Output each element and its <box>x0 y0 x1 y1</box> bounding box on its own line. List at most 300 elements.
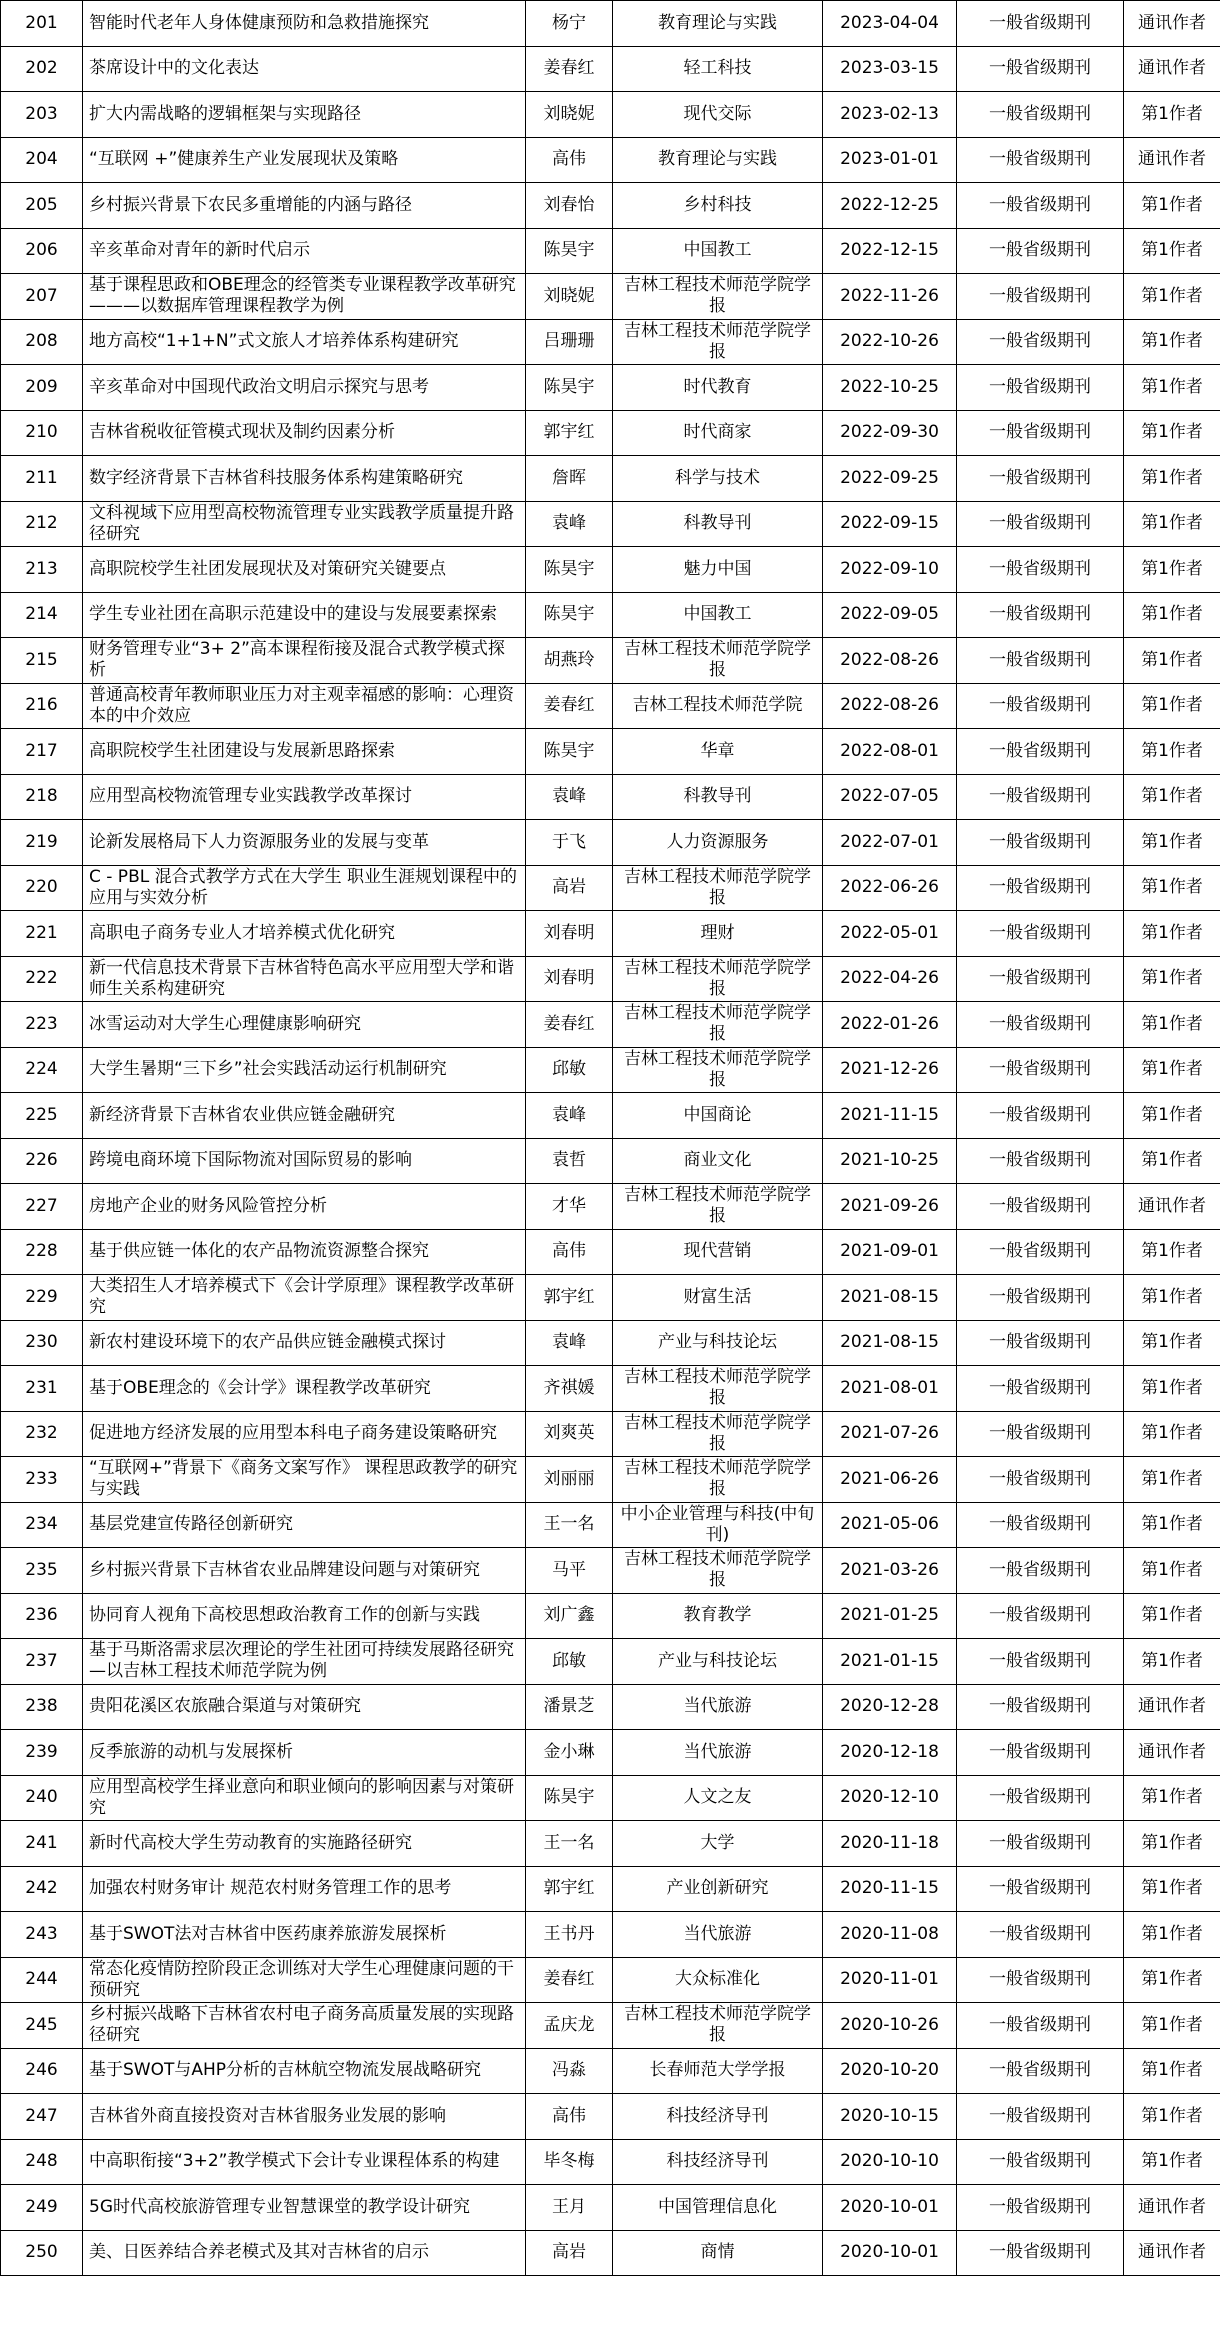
row-number: 237 <box>1 1639 83 1685</box>
journal-name: 人力资源服务 <box>613 820 823 866</box>
author-name: 于飞 <box>526 820 613 866</box>
author-name: 郭宇红 <box>526 1866 613 1912</box>
publish-date: 2022-07-01 <box>823 820 957 866</box>
paper-title: 数字经济背景下吉林省科技服务体系构建策略研究 <box>83 456 526 502</box>
publish-date: 2021-10-25 <box>823 1138 957 1184</box>
journal-level: 一般省级期刊 <box>957 274 1124 320</box>
table-row <box>1 92 1220 138</box>
author-role: 通讯作者 <box>1124 1184 1220 1230</box>
row-number: 213 <box>1 547 83 593</box>
author-role: 第1作者 <box>1124 1866 1220 1912</box>
paper-title: 新农村建设环境下的农产品供应链金融模式探讨 <box>83 1320 526 1366</box>
paper-title: 基于OBE理念的《会计学》课程教学改革研究 <box>83 1366 526 1412</box>
row-number: 220 <box>1 865 83 911</box>
row-number: 239 <box>1 1730 83 1776</box>
author-name: 刘晓妮 <box>526 274 613 320</box>
author-role: 第1作者 <box>1124 1002 1220 1048</box>
paper-title: 应用型高校物流管理专业实践教学改革探讨 <box>83 774 526 820</box>
paper-title: 反季旅游的动机与发展探析 <box>83 1730 526 1776</box>
table-row <box>1 1184 1220 1230</box>
paper-title: “互联网+”背景下《商务文案写作》 课程思政教学的研究与实践 <box>83 1457 526 1503</box>
journal-name: 吉林工程技术师范学院学报 <box>613 1366 823 1412</box>
row-number: 215 <box>1 638 83 684</box>
author-name: 刘广鑫 <box>526 1593 613 1639</box>
table-row <box>1 1593 1220 1639</box>
author-name: 金小琳 <box>526 1730 613 1776</box>
journal-name: 中国教工 <box>613 228 823 274</box>
row-number: 228 <box>1 1229 83 1275</box>
author-role: 第1作者 <box>1124 456 1220 502</box>
table-row <box>1 319 1220 365</box>
journal-name: 魅力中国 <box>613 547 823 593</box>
journal-level: 一般省级期刊 <box>957 1275 1124 1321</box>
table-row <box>1 1684 1220 1730</box>
paper-title: 辛亥革命对青年的新时代启示 <box>83 228 526 274</box>
author-role: 第1作者 <box>1124 1047 1220 1093</box>
author-name: 陈昊宇 <box>526 547 613 593</box>
paper-title: 地方高校“1+1+N”式文旅人才培养体系构建研究 <box>83 319 526 365</box>
paper-title: 促进地方经济发展的应用型本科电子商务建设策略研究 <box>83 1411 526 1457</box>
author-name: 才华 <box>526 1184 613 1230</box>
row-number: 230 <box>1 1320 83 1366</box>
author-name: 邱敏 <box>526 1639 613 1685</box>
journal-level: 一般省级期刊 <box>957 1457 1124 1503</box>
author-role: 通讯作者 <box>1124 2230 1220 2276</box>
publish-date: 2023-03-15 <box>823 46 957 92</box>
publish-date: 2022-10-25 <box>823 365 957 411</box>
publish-date: 2020-12-10 <box>823 1775 957 1821</box>
paper-title: 吉林省税收征管模式现状及制约因素分析 <box>83 410 526 456</box>
table-row <box>1 683 1220 729</box>
publish-date: 2022-08-26 <box>823 638 957 684</box>
row-number: 241 <box>1 1821 83 1867</box>
journal-name: 科教导刊 <box>613 774 823 820</box>
author-role: 第1作者 <box>1124 1639 1220 1685</box>
row-number: 217 <box>1 729 83 775</box>
paper-title: 基于SWOT法对吉林省中医药康养旅游发展探析 <box>83 1912 526 1958</box>
author-name: 毕冬梅 <box>526 2139 613 2185</box>
paper-title: 基层党建宣传路径创新研究 <box>83 1502 526 1548</box>
publish-date: 2021-08-15 <box>823 1320 957 1366</box>
journal-name: 时代商家 <box>613 410 823 456</box>
author-name: 王一名 <box>526 1502 613 1548</box>
author-name: 袁峰 <box>526 1320 613 1366</box>
publish-date: 2022-04-26 <box>823 956 957 1002</box>
paper-title: 学生专业社团在高职示范建设中的建设与发展要素探索 <box>83 592 526 638</box>
author-name: 高伟 <box>526 2094 613 2140</box>
journal-name: 吉林工程技术师范学院 <box>613 683 823 729</box>
table-row <box>1 274 1220 320</box>
table-row <box>1 1957 1220 2003</box>
publish-date: 2022-09-10 <box>823 547 957 593</box>
publish-date: 2020-10-10 <box>823 2139 957 2185</box>
journal-level: 一般省级期刊 <box>957 2230 1124 2276</box>
author-role: 第1作者 <box>1124 1593 1220 1639</box>
journal-level: 一般省级期刊 <box>957 774 1124 820</box>
journal-level: 一般省级期刊 <box>957 1548 1124 1594</box>
row-number: 208 <box>1 319 83 365</box>
author-name: 陈昊宇 <box>526 1775 613 1821</box>
author-role: 第1作者 <box>1124 729 1220 775</box>
row-number: 234 <box>1 1502 83 1548</box>
author-name: 郭宇红 <box>526 410 613 456</box>
table-row <box>1 501 1220 547</box>
table-row <box>1 1320 1220 1366</box>
row-number: 204 <box>1 137 83 183</box>
journal-name: 当代旅游 <box>613 1912 823 1958</box>
row-number: 250 <box>1 2230 83 2276</box>
author-name: 袁峰 <box>526 1093 613 1139</box>
paper-title: 新一代信息技术背景下吉林省特色高水平应用型大学和谐师生关系构建研究 <box>83 956 526 1002</box>
paper-title: 扩大内需战略的逻辑框架与实现路径 <box>83 92 526 138</box>
author-name: 刘爽英 <box>526 1411 613 1457</box>
author-name: 吕珊珊 <box>526 319 613 365</box>
table-row <box>1 137 1220 183</box>
author-role: 第1作者 <box>1124 911 1220 957</box>
author-role: 第1作者 <box>1124 2094 1220 2140</box>
row-number: 245 <box>1 2003 83 2049</box>
author-name: 刘春明 <box>526 956 613 1002</box>
author-role: 第1作者 <box>1124 1275 1220 1321</box>
author-name: 詹晖 <box>526 456 613 502</box>
author-name: 邱敏 <box>526 1047 613 1093</box>
publish-date: 2020-11-15 <box>823 1866 957 1912</box>
journal-name: 华章 <box>613 729 823 775</box>
paper-title: 中高职衔接“3+2”教学模式下会计专业课程体系的构建 <box>83 2139 526 2185</box>
table-row <box>1 1229 1220 1275</box>
journal-name: 人文之友 <box>613 1775 823 1821</box>
publish-date: 2022-10-26 <box>823 319 957 365</box>
journal-level: 一般省级期刊 <box>957 319 1124 365</box>
row-number: 243 <box>1 1912 83 1958</box>
table-row <box>1 2048 1220 2094</box>
journal-level: 一般省级期刊 <box>957 92 1124 138</box>
table-row <box>1 1548 1220 1594</box>
row-number: 249 <box>1 2185 83 2231</box>
row-number: 206 <box>1 228 83 274</box>
author-name: 袁峰 <box>526 774 613 820</box>
journal-name: 商情 <box>613 2230 823 2276</box>
journal-level: 一般省级期刊 <box>957 2139 1124 2185</box>
journal-name: 当代旅游 <box>613 1684 823 1730</box>
row-number: 247 <box>1 2094 83 2140</box>
table-row <box>1 1411 1220 1457</box>
journal-name: 吉林工程技术师范学院学报 <box>613 638 823 684</box>
table-row <box>1 1 1220 47</box>
journal-name: 当代旅游 <box>613 1730 823 1776</box>
publish-date: 2020-10-20 <box>823 2048 957 2094</box>
author-name: 陈昊宇 <box>526 365 613 411</box>
author-role: 第1作者 <box>1124 547 1220 593</box>
table-row <box>1 592 1220 638</box>
author-role: 第1作者 <box>1124 956 1220 1002</box>
journal-level: 一般省级期刊 <box>957 365 1124 411</box>
journal-level: 一般省级期刊 <box>957 410 1124 456</box>
author-name: 郭宇红 <box>526 1275 613 1321</box>
paper-title: 大学生暑期“三下乡”社会实践活动运行机制研究 <box>83 1047 526 1093</box>
row-number: 207 <box>1 274 83 320</box>
publish-date: 2022-08-01 <box>823 729 957 775</box>
journal-name: 科技经济导刊 <box>613 2094 823 2140</box>
publish-date: 2020-10-01 <box>823 2230 957 2276</box>
journal-name: 科学与技术 <box>613 456 823 502</box>
journal-name: 乡村科技 <box>613 183 823 229</box>
publish-date: 2021-05-06 <box>823 1502 957 1548</box>
author-name: 高岩 <box>526 865 613 911</box>
author-name: 杨宁 <box>526 1 613 47</box>
paper-title: 跨境电商环境下国际物流对国际贸易的影响 <box>83 1138 526 1184</box>
journal-name: 吉林工程技术师范学院学报 <box>613 319 823 365</box>
table-row <box>1 228 1220 274</box>
paper-title: 普通高校青年教师职业压力对主观幸福感的影响：心理资本的中介效应 <box>83 683 526 729</box>
author-name: 刘春怡 <box>526 183 613 229</box>
author-name: 齐祺媛 <box>526 1366 613 1412</box>
publish-date: 2022-09-25 <box>823 456 957 502</box>
author-name: 陈昊宇 <box>526 592 613 638</box>
journal-name: 吉林工程技术师范学院学报 <box>613 1411 823 1457</box>
journal-name: 产业与科技论坛 <box>613 1320 823 1366</box>
journal-level: 一般省级期刊 <box>957 1093 1124 1139</box>
paper-title: 吉林省外商直接投资对吉林省服务业发展的影响 <box>83 2094 526 2140</box>
journal-level: 一般省级期刊 <box>957 592 1124 638</box>
journal-name: 科技经济导刊 <box>613 2139 823 2185</box>
author-role: 第1作者 <box>1124 1912 1220 1958</box>
table-row <box>1 865 1220 911</box>
author-role: 通讯作者 <box>1124 46 1220 92</box>
author-name: 刘晓妮 <box>526 92 613 138</box>
paper-title: 基于课程思政和OBE理念的经管类专业课程教学改革研究 ———以数据库管理课程教学为例 <box>83 274 526 320</box>
author-role: 第1作者 <box>1124 410 1220 456</box>
journal-level: 一般省级期刊 <box>957 183 1124 229</box>
journal-level: 一般省级期刊 <box>957 228 1124 274</box>
publish-date: 2021-06-26 <box>823 1457 957 1503</box>
journal-name: 商业文化 <box>613 1138 823 1184</box>
journal-level: 一般省级期刊 <box>957 1957 1124 2003</box>
publish-date: 2021-09-26 <box>823 1184 957 1230</box>
publish-date: 2021-03-26 <box>823 1548 957 1594</box>
paper-title: 财务管理专业“3+ 2”高本课程衔接及混合式教学模式探析 <box>83 638 526 684</box>
table-row <box>1 1457 1220 1503</box>
author-role: 第1作者 <box>1124 1821 1220 1867</box>
author-name: 孟庆龙 <box>526 2003 613 2049</box>
journal-level: 一般省级期刊 <box>957 1138 1124 1184</box>
row-number: 235 <box>1 1548 83 1594</box>
journal-name: 中国管理信息化 <box>613 2185 823 2231</box>
publish-date: 2023-01-01 <box>823 137 957 183</box>
journal-name: 吉林工程技术师范学院学报 <box>613 1002 823 1048</box>
paper-title: 乡村振兴战略下吉林省农村电子商务高质量发展的实现路径研究 <box>83 2003 526 2049</box>
row-number: 226 <box>1 1138 83 1184</box>
row-number: 225 <box>1 1093 83 1139</box>
publish-date: 2021-01-25 <box>823 1593 957 1639</box>
paper-title: 基于供应链一体化的农产品物流资源整合探究 <box>83 1229 526 1275</box>
journal-name: 理财 <box>613 911 823 957</box>
journal-name: 吉林工程技术师范学院学报 <box>613 2003 823 2049</box>
paper-title: 文科视域下应用型高校物流管理专业实践教学质量提升路径研究 <box>83 501 526 547</box>
journal-name: 财富生活 <box>613 1275 823 1321</box>
journal-name: 产业与科技论坛 <box>613 1639 823 1685</box>
author-name: 袁峰 <box>526 501 613 547</box>
paper-title: 贵阳花溪区农旅融合渠道与对策研究 <box>83 1684 526 1730</box>
publish-date: 2022-01-26 <box>823 1002 957 1048</box>
author-role: 第1作者 <box>1124 183 1220 229</box>
journal-level: 一般省级期刊 <box>957 137 1124 183</box>
row-number: 210 <box>1 410 83 456</box>
paper-title: 加强农村财务审计 规范农村财务管理工作的思考 <box>83 1866 526 1912</box>
journal-level: 一般省级期刊 <box>957 729 1124 775</box>
journal-name: 长春师范大学学报 <box>613 2048 823 2094</box>
journal-name: 教育理论与实践 <box>613 1 823 47</box>
author-role: 通讯作者 <box>1124 137 1220 183</box>
paper-title: 乡村振兴背景下农民多重增能的内涵与路径 <box>83 183 526 229</box>
journal-level: 一般省级期刊 <box>957 2185 1124 2231</box>
author-role: 通讯作者 <box>1124 2185 1220 2231</box>
journal-level: 一般省级期刊 <box>957 911 1124 957</box>
publish-date: 2021-11-15 <box>823 1093 957 1139</box>
row-number: 229 <box>1 1275 83 1321</box>
author-role: 第1作者 <box>1124 683 1220 729</box>
publish-date: 2022-07-05 <box>823 774 957 820</box>
author-role: 第1作者 <box>1124 1775 1220 1821</box>
publish-date: 2022-09-05 <box>823 592 957 638</box>
journal-level: 一般省级期刊 <box>957 1502 1124 1548</box>
publish-date: 2021-09-01 <box>823 1229 957 1275</box>
journal-name: 科教导刊 <box>613 501 823 547</box>
row-number: 222 <box>1 956 83 1002</box>
paper-title: 茶席设计中的文化表达 <box>83 46 526 92</box>
publish-date: 2021-08-15 <box>823 1275 957 1321</box>
author-role: 第1作者 <box>1124 1548 1220 1594</box>
table-row <box>1 1502 1220 1548</box>
author-role: 第1作者 <box>1124 274 1220 320</box>
publish-date: 2022-11-26 <box>823 274 957 320</box>
row-number: 221 <box>1 911 83 957</box>
journal-level: 一般省级期刊 <box>957 683 1124 729</box>
journal-level: 一般省级期刊 <box>957 1184 1124 1230</box>
author-role: 通讯作者 <box>1124 1730 1220 1776</box>
journal-name: 吉林工程技术师范学院学报 <box>613 1457 823 1503</box>
row-number: 242 <box>1 1866 83 1912</box>
author-role: 第1作者 <box>1124 228 1220 274</box>
journal-level: 一般省级期刊 <box>957 956 1124 1002</box>
publish-date: 2020-10-15 <box>823 2094 957 2140</box>
journal-level: 一般省级期刊 <box>957 820 1124 866</box>
row-number: 233 <box>1 1457 83 1503</box>
publish-date: 2021-07-26 <box>823 1411 957 1457</box>
row-number: 203 <box>1 92 83 138</box>
paper-title: 协同育人视角下高校思想政治教育工作的创新与实践 <box>83 1593 526 1639</box>
table-row <box>1 1275 1220 1321</box>
table-row <box>1 183 1220 229</box>
publish-date: 2022-08-26 <box>823 683 957 729</box>
row-number: 236 <box>1 1593 83 1639</box>
author-role: 第1作者 <box>1124 1138 1220 1184</box>
table-row <box>1 1138 1220 1184</box>
row-number: 238 <box>1 1684 83 1730</box>
row-number: 212 <box>1 501 83 547</box>
paper-title: C - PBL 混合式教学方式在大学生 职业生涯规划课程中的应用与实效分析 <box>83 865 526 911</box>
publish-date: 2023-04-04 <box>823 1 957 47</box>
author-role: 第1作者 <box>1124 2139 1220 2185</box>
row-number: 224 <box>1 1047 83 1093</box>
journal-level: 一般省级期刊 <box>957 1593 1124 1639</box>
paper-title: 高职院校学生社团发展现状及对策研究关键要点 <box>83 547 526 593</box>
journal-level: 一般省级期刊 <box>957 1366 1124 1412</box>
paper-title: 乡村振兴背景下吉林省农业品牌建设问题与对策研究 <box>83 1548 526 1594</box>
table-row <box>1 2094 1220 2140</box>
paper-title: 常态化疫情防控阶段正念训练对大学生心理健康问题的干预研究 <box>83 1957 526 2003</box>
author-role: 第1作者 <box>1124 501 1220 547</box>
publish-date: 2022-05-01 <box>823 911 957 957</box>
author-role: 第1作者 <box>1124 1366 1220 1412</box>
row-number: 202 <box>1 46 83 92</box>
publish-date: 2022-12-25 <box>823 183 957 229</box>
paper-title: 大类招生人才培养模式下《会计学原理》课程教学改革研究 <box>83 1275 526 1321</box>
journal-name: 吉林工程技术师范学院学报 <box>613 274 823 320</box>
author-role: 第1作者 <box>1124 1320 1220 1366</box>
author-name: 姜春红 <box>526 46 613 92</box>
paper-title: 5G时代高校旅游管理专业智慧课堂的教学设计研究 <box>83 2185 526 2231</box>
author-role: 第1作者 <box>1124 365 1220 411</box>
publish-date: 2020-11-08 <box>823 1912 957 1958</box>
paper-title: 新经济背景下吉林省农业供应链金融研究 <box>83 1093 526 1139</box>
paper-title: 新时代高校大学生劳动教育的实施路径研究 <box>83 1821 526 1867</box>
journal-level: 一般省级期刊 <box>957 1002 1124 1048</box>
journal-name: 教育理论与实践 <box>613 137 823 183</box>
author-name: 王月 <box>526 2185 613 2231</box>
publish-date: 2020-11-18 <box>823 1821 957 1867</box>
table-row <box>1 1775 1220 1821</box>
author-role: 第1作者 <box>1124 638 1220 684</box>
table-row <box>1 365 1220 411</box>
journal-level: 一般省级期刊 <box>957 638 1124 684</box>
author-name: 高伟 <box>526 137 613 183</box>
journal-level: 一般省级期刊 <box>957 547 1124 593</box>
paper-title: 美、日医养结合养老模式及其对吉林省的启示 <box>83 2230 526 2276</box>
author-role: 第1作者 <box>1124 1229 1220 1275</box>
row-number: 231 <box>1 1366 83 1412</box>
row-number: 218 <box>1 774 83 820</box>
journal-level: 一般省级期刊 <box>957 46 1124 92</box>
row-number: 248 <box>1 2139 83 2185</box>
author-name: 王一名 <box>526 1821 613 1867</box>
author-role: 通讯作者 <box>1124 1684 1220 1730</box>
row-number: 246 <box>1 2048 83 2094</box>
author-name: 姜春红 <box>526 1957 613 2003</box>
journal-level: 一般省级期刊 <box>957 1684 1124 1730</box>
table-row <box>1 1866 1220 1912</box>
journal-name: 中国商论 <box>613 1093 823 1139</box>
row-number: 201 <box>1 1 83 47</box>
publish-date: 2022-09-30 <box>823 410 957 456</box>
table-row <box>1 1821 1220 1867</box>
publish-date: 2021-12-26 <box>823 1047 957 1093</box>
table-row <box>1 1730 1220 1776</box>
journal-name: 吉林工程技术师范学院学报 <box>613 956 823 1002</box>
table-row <box>1 1047 1220 1093</box>
row-number: 219 <box>1 820 83 866</box>
table-row <box>1 410 1220 456</box>
table-row <box>1 456 1220 502</box>
journal-level: 一般省级期刊 <box>957 1 1124 47</box>
row-number: 244 <box>1 1957 83 2003</box>
journal-name: 时代教育 <box>613 365 823 411</box>
paper-title: 高职电子商务专业人才培养模式优化研究 <box>83 911 526 957</box>
publish-date: 2020-11-01 <box>823 1957 957 2003</box>
table-row <box>1 2139 1220 2185</box>
author-name: 陈昊宇 <box>526 729 613 775</box>
table-row <box>1 1093 1220 1139</box>
